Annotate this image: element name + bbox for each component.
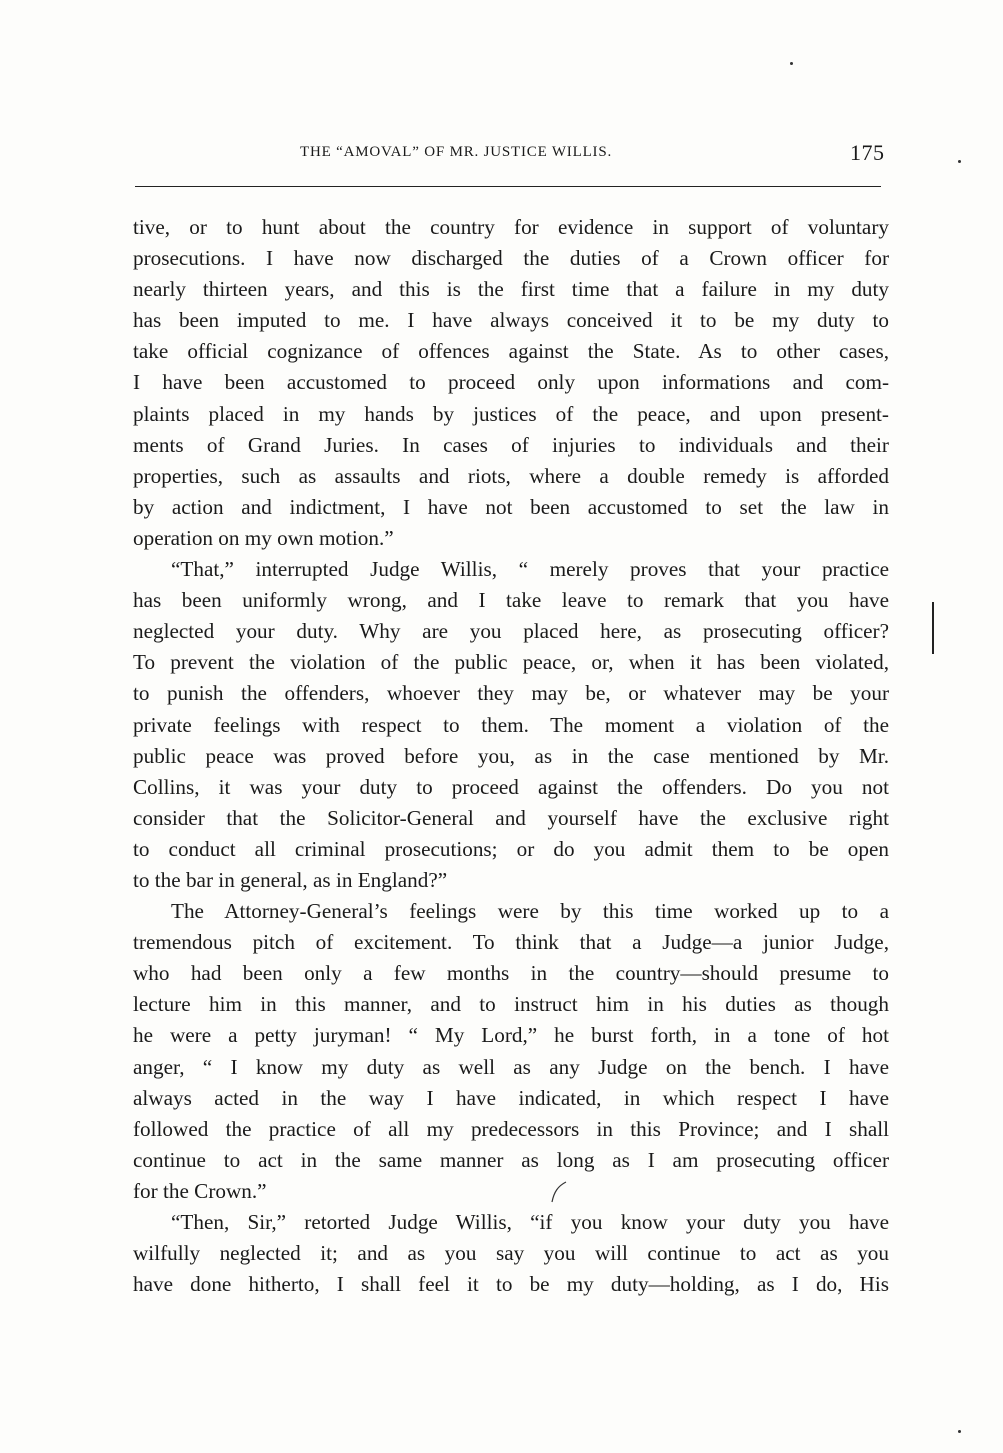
text-line: plaints placed in my hands by justices of the peace, and upon present- [133, 401, 889, 426]
paper-speck [958, 1430, 961, 1433]
text-line: tremendous pitch of excitement. To think that a Judge—a junior Judge, [133, 930, 889, 955]
page-number: 175 [850, 140, 885, 165]
text-line: The Attorney-General’s feelings were by this time worked up to a [171, 899, 889, 924]
text-line: lecture him in this manner, and to instruct him in his duties as though [133, 992, 889, 1017]
text-line: public peace was proved before you, as in the case mentioned by Mr. [133, 743, 889, 768]
header-rule [135, 186, 881, 187]
text-line: to the bar in general, as in England?” [133, 867, 448, 892]
text-line: to punish the offenders, whoever they may be, or whatever may be your [133, 681, 889, 706]
text-line: ments of Grand Juries. In cases of injuries to individuals and their [133, 432, 889, 457]
text-line: take official cognizance of offences against the State. As to other cases, [133, 339, 889, 364]
text-line: for the Crown.” [133, 1178, 267, 1203]
body-text [133, 212, 889, 1300]
text-line: tive, or to hunt about the country for evidence in support of voluntary [133, 215, 889, 239]
text-line: anger, “ I know my duty as well as any Judge on the bench. I have [133, 1054, 889, 1079]
margin-pencil-mark [932, 602, 934, 654]
text-line: continue to act in the same manner as long as I am prosecuting officer [133, 1147, 889, 1172]
text-line: private feelings with respect to them. The moment a violation of the [133, 712, 889, 737]
text-line: followed the practice of all my predecessors in this Province; and I shall [133, 1116, 889, 1141]
text-line: properties, such as assaults and riots, where a double remedy is afforded [133, 463, 889, 488]
text-line: to conduct all criminal prosecutions; or do you admit them to be open [133, 836, 889, 861]
text-line: To prevent the violation of the public peace, or, when it has been violated, [133, 650, 889, 675]
text-line: operation on my own motion.” [133, 525, 394, 550]
running-head-title: THE “AMOVAL” OF MR. JUSTICE WILLIS. [300, 144, 613, 160]
paper-speck [958, 160, 961, 163]
pencil-stroke-icon [548, 1180, 570, 1204]
text-line: consider that the Solicitor-General and yourself have the exclusive right [133, 805, 889, 830]
text-line: he were a petty juryman! “ My Lord,” he burst forth, in a tone of hot [133, 1023, 889, 1048]
text-line: always acted in the way I have indicated, in which respect I have [133, 1085, 889, 1110]
text-line: neglected your duty. Why are you placed here, as prosecuting officer? [133, 619, 889, 644]
text-line: “That,” interrupted Judge Willis, “ merely proves that your practice [171, 557, 889, 582]
text-line: have done hitherto, I shall feel it to be my duty—holding, as I do, His [133, 1272, 889, 1297]
text-line: wilfully neglected it; and as you say you will continue to act as you [133, 1241, 889, 1266]
text-line: Collins, it was your duty to proceed against the offenders. Do you not [133, 774, 889, 799]
text-line: “Then, Sir,” retorted Judge Willis, “if you know your duty you have [171, 1210, 889, 1234]
text-line: has been uniformly wrong, and I take leave to remark that you have [133, 588, 889, 613]
text-line: by action and indictment, I have not been accustomed to set the law in [133, 494, 889, 519]
text-line: who had been only a few months in the country—should presume to [133, 961, 889, 986]
text-line: has been imputed to me. I have always conceived it to be my duty to [133, 308, 889, 333]
text-line: prosecutions. I have now discharged the duties of a Crown officer for [133, 246, 889, 271]
paper-speck [790, 62, 793, 65]
text-line: nearly thirteen years, and this is the first time that a failure in my duty [133, 277, 889, 302]
text-line: I have been accustomed to proceed only upon informations and com- [133, 370, 889, 395]
